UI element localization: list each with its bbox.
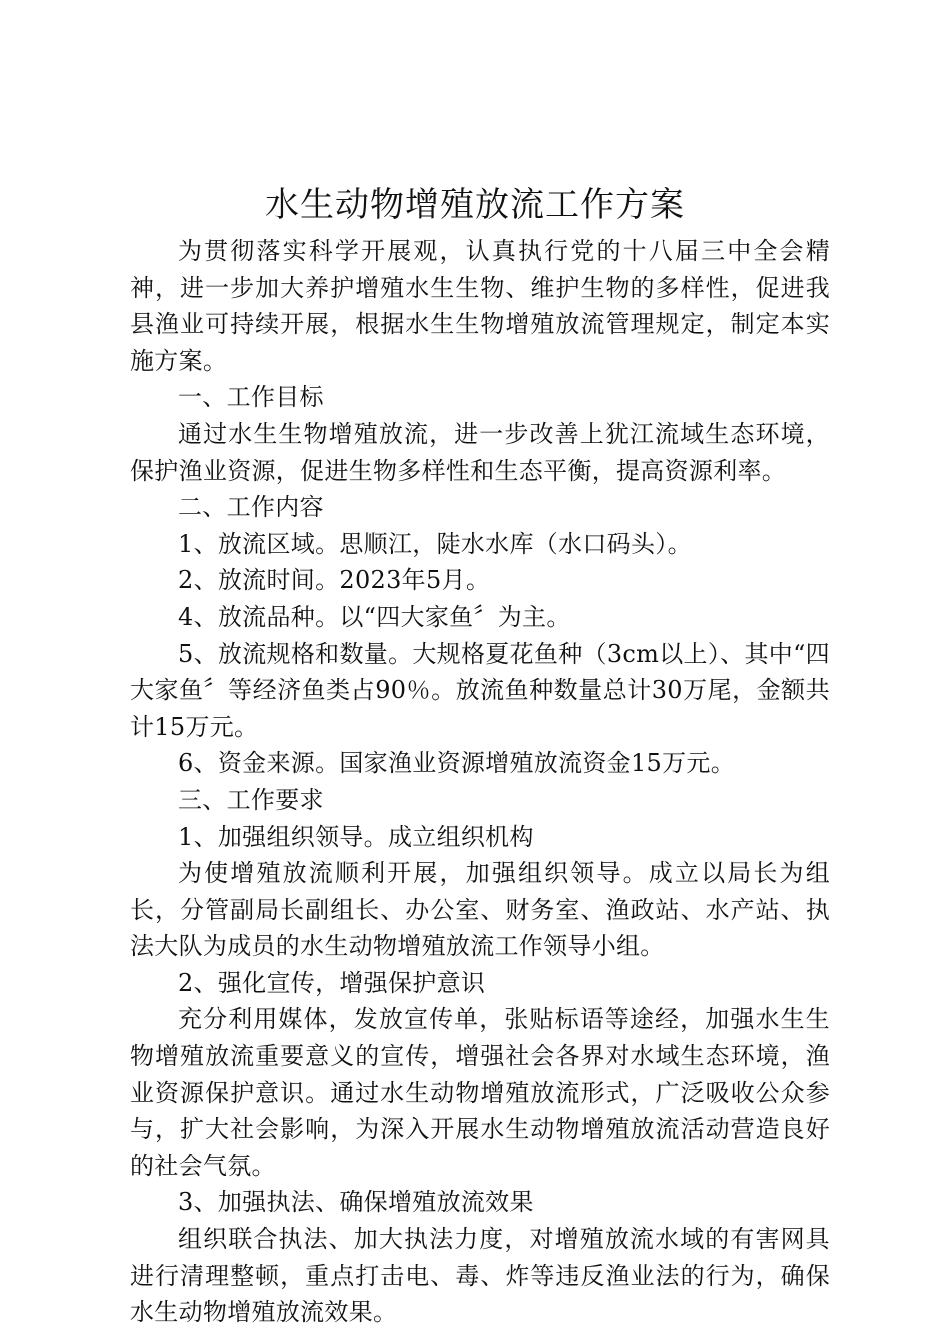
section-heading-requirements: 三、工作要求 xyxy=(178,785,324,814)
section-heading-goals: 一、工作目标 xyxy=(178,383,324,412)
content-item-area: 1、放流区域。思顺江，陡水水库（水口码头）。 xyxy=(178,529,692,558)
requirement-heading-enforcement: 3、加强执法、确保增殖放流效果 xyxy=(178,1188,534,1217)
section-heading-content: 二、工作内容 xyxy=(178,493,324,522)
content-item-spec-quantity: 5、放流规格和数量。大规格夏花鱼种（3cm以上）、其中“四大家鱼〞等经济鱼类占90％。放流鱼种数量总计30万尾，金额共计15万元。 xyxy=(130,639,830,741)
requirement-paragraph-enforcement: 组织联合执法、加大执法力度，对增殖放流水域的有害网具进行清理整顿，重点打击电、毒、炸等违反渔业法的行为，确保水生动物增殖放流效果。 xyxy=(130,1225,830,1327)
requirement-heading-leadership: 1、加强组织领导。成立组织机构 xyxy=(178,822,534,851)
content-item-species: 4、放流品种。以“四大家鱼〞为主。 xyxy=(178,602,571,631)
goals-paragraph: 通过水生生物增殖放流，进一步改善上犹江流域生态环境，保护渔业资源，促进生物多样性和生态平衡，提高资源利率。 xyxy=(130,419,830,485)
content-item-time: 2、放流时间。2023年5月。 xyxy=(178,566,491,595)
requirement-paragraph-publicity: 充分利用媒体，发放宣传单，张贴标语等途经，加强水生生物增殖放流重要意义的宣传，增强社会各界对水域生态环境，渔业资源保护意识。通过水生动物增殖放流形式，广泛吸收公众参与，扩大社会影响，为深入开展水生动物增殖放流活动营造良好的社会气氛。 xyxy=(130,1005,830,1180)
requirement-heading-publicity: 2、强化宣传，增强保护意识 xyxy=(178,968,486,997)
document-title: 水生动物增殖放流工作方案 xyxy=(265,185,685,225)
requirement-paragraph-leadership: 为使增殖放流顺利开展，加强组织领导。成立以局长为组长，分管副局长副组长、办公室、财务室、渔政站、水产站、执法大队为成员的水生动物增殖放流工作领导小组。 xyxy=(130,859,830,961)
document-body xyxy=(130,233,830,1331)
intro-paragraph: 为贯彻落实科学开展观，认真执行党的十八届三中全会精神，进一步加大养护增殖水生生物、维护生物的多样性，促进我县渔业可持续开展，根据水生生物增殖放流管理规定，制定本实施方案。 xyxy=(130,237,830,375)
content-item-funding: 6、资金来源。国家渔业资源增殖放流资金15万元。 xyxy=(178,749,736,778)
